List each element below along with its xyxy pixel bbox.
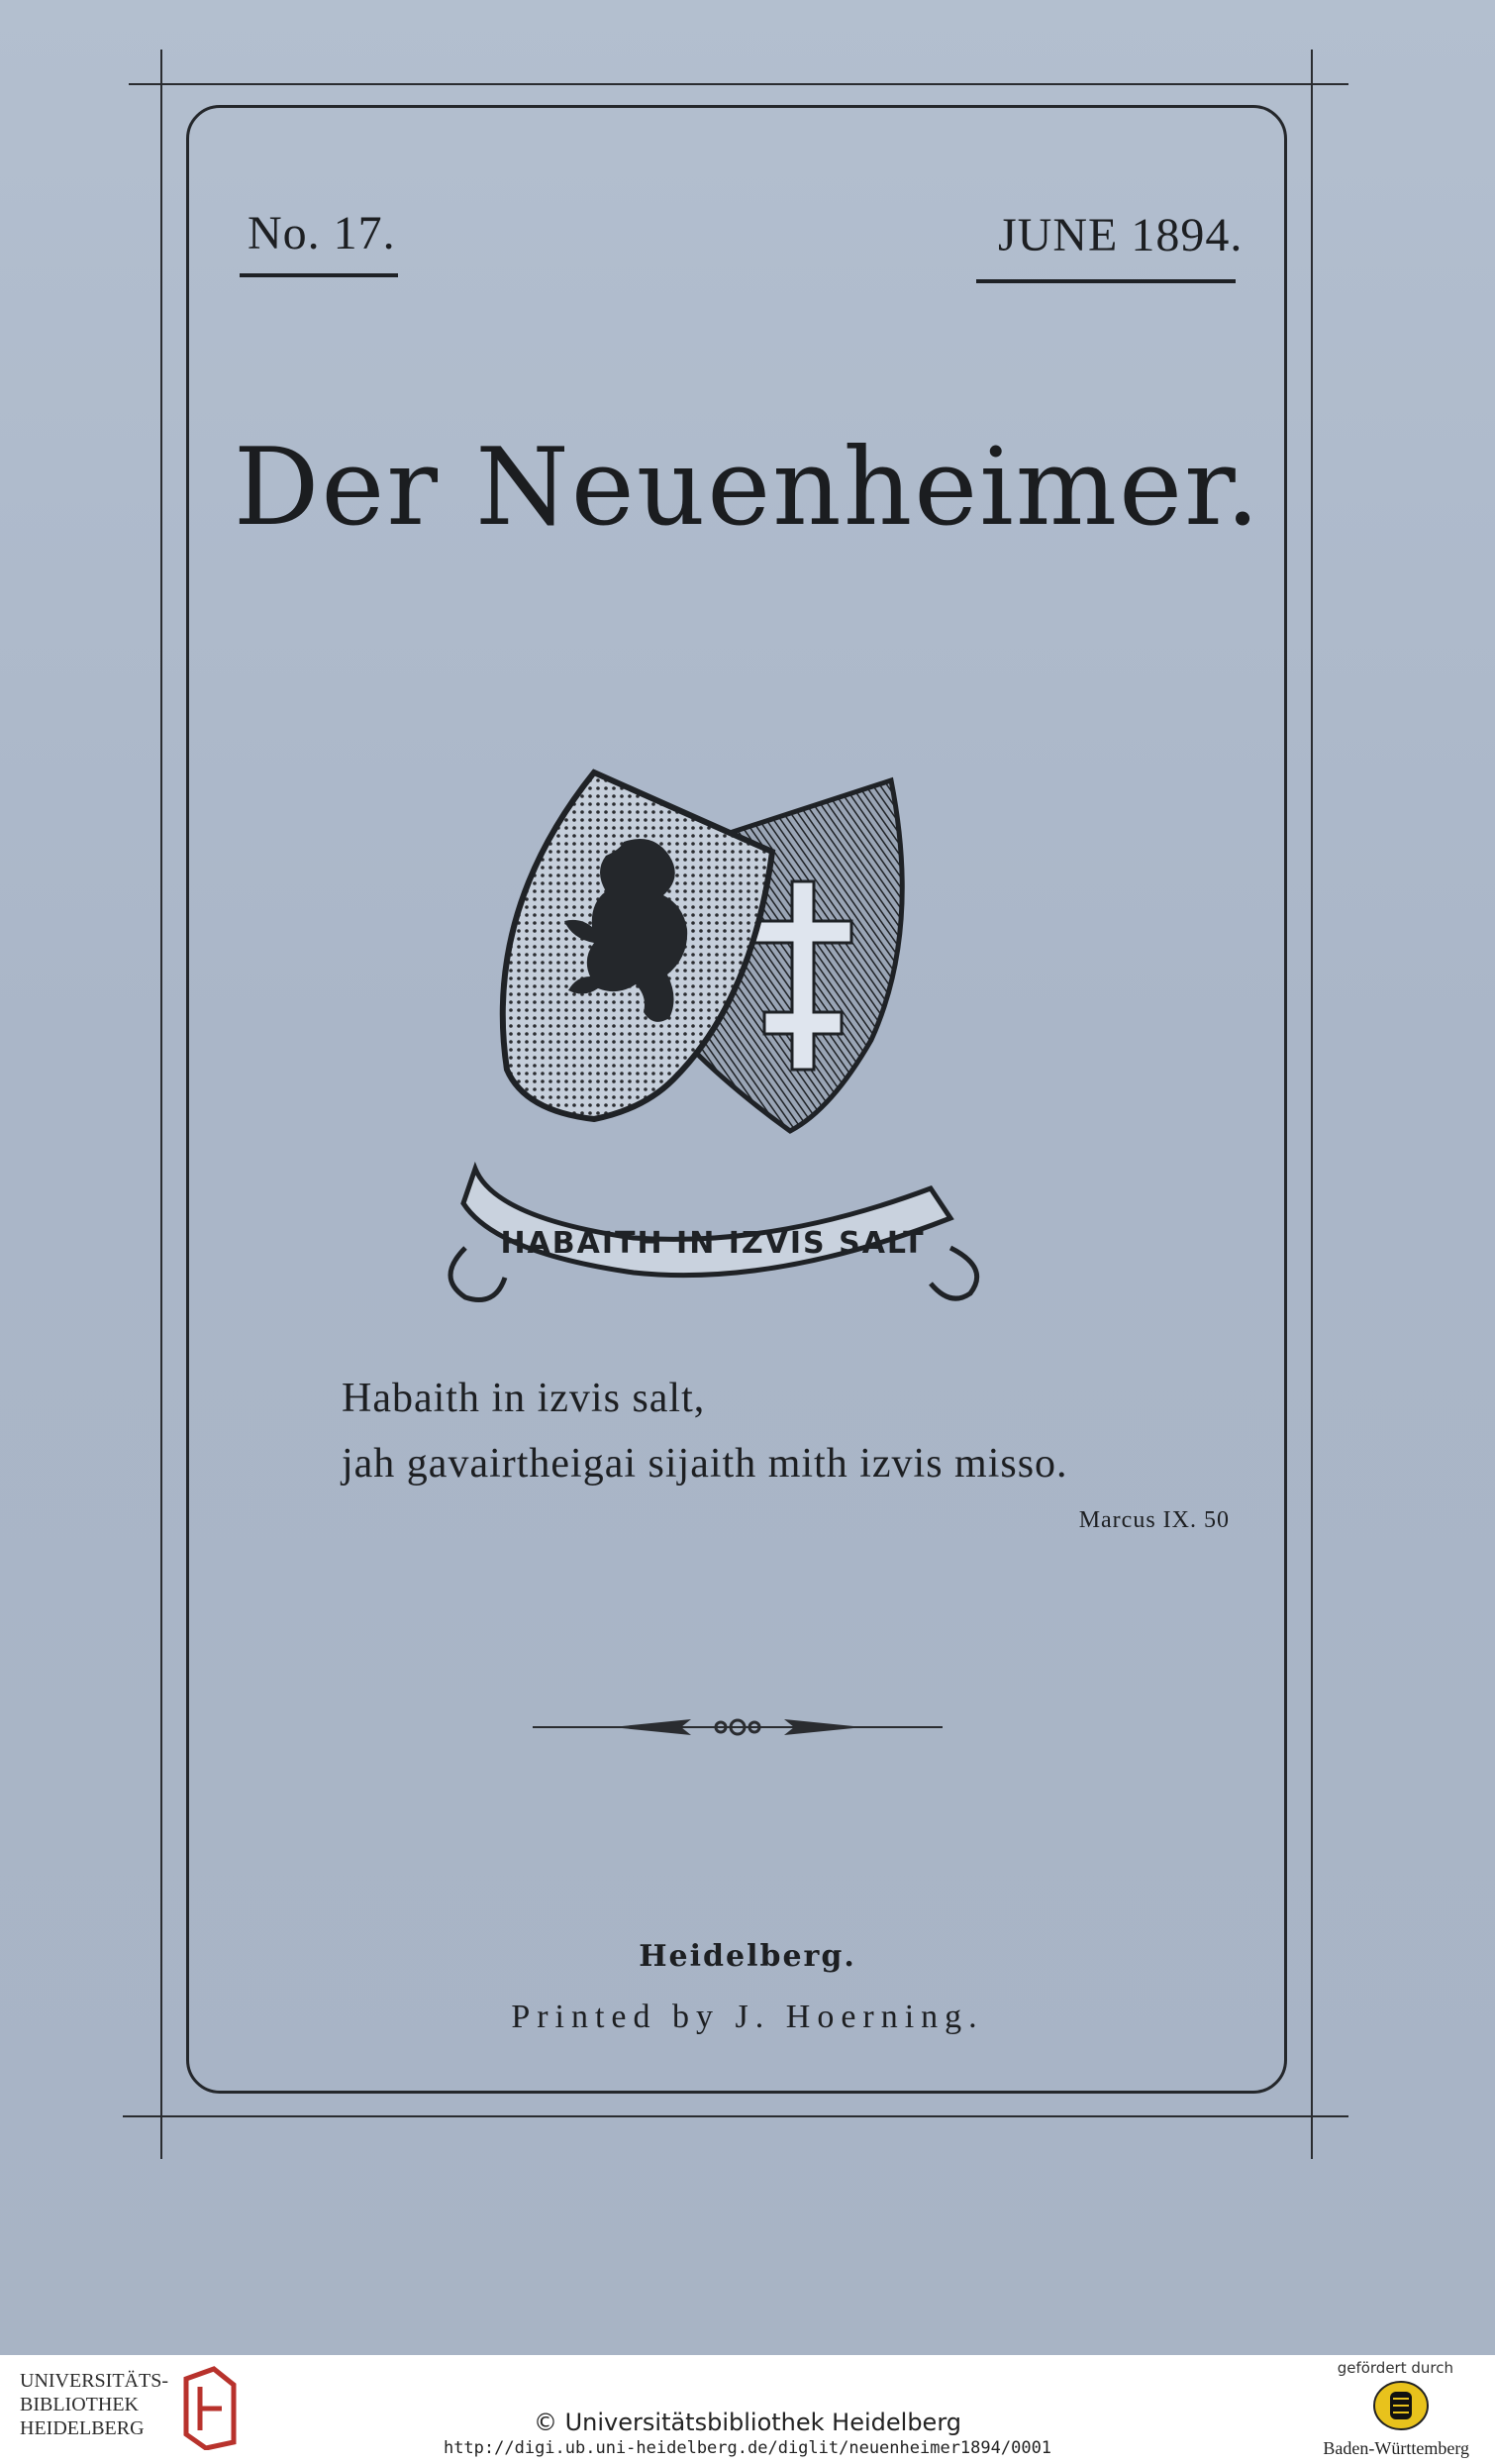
top-rule: [129, 83, 1348, 85]
copyright-notice: © Universitätsbibliothek Heidelberg: [533, 2409, 961, 2436]
imprint-printer: Printed by J. Hoerning.: [511, 1999, 984, 2035]
motto-banner: [450, 1169, 977, 1300]
verse-line-2: jah gavairtheigai sijaith mith izvis misso.: [342, 1441, 1068, 1487]
page-title: Der Neuenheimer.: [233, 426, 1262, 550]
source-url[interactable]: http://digi.ub.uni-heidelberg.de/diglit/neuenheimer1894/0001: [443, 2438, 1052, 2458]
bottom-rule: [123, 2115, 1348, 2117]
issue-date-underline: [976, 279, 1236, 283]
imprint-place: Heidelberg.: [639, 1939, 856, 1974]
right-rule: [1311, 50, 1313, 2159]
verse-citation: Marcus IX. 50: [1078, 1507, 1230, 1533]
verse-line-1: Habaith in izvis salt,: [342, 1376, 706, 1421]
library-name-line-1: UNIVERSITÄTS-: [20, 2370, 168, 2392]
library-name-line-3: HEIDELBERG: [20, 2417, 145, 2439]
issue-date: JUNE 1894.: [998, 209, 1244, 261]
motto-text: HABAITH IN IZVIS SALT: [500, 1226, 926, 1261]
issue-number-underline: [240, 273, 398, 277]
left-rule: [160, 50, 162, 2159]
issue-number: No. 17.: [248, 207, 396, 259]
library-name-line-2: BIBLIOTHEK: [20, 2394, 139, 2415]
coat-of-arms: [436, 753, 1010, 1307]
ornament-divider: [533, 1701, 943, 1753]
funder-name: Baden-Württemberg: [1323, 2438, 1469, 2458]
funded-by-label: gefördert durch: [1337, 2359, 1453, 2377]
state-seal-icon: [1372, 2379, 1430, 2432]
